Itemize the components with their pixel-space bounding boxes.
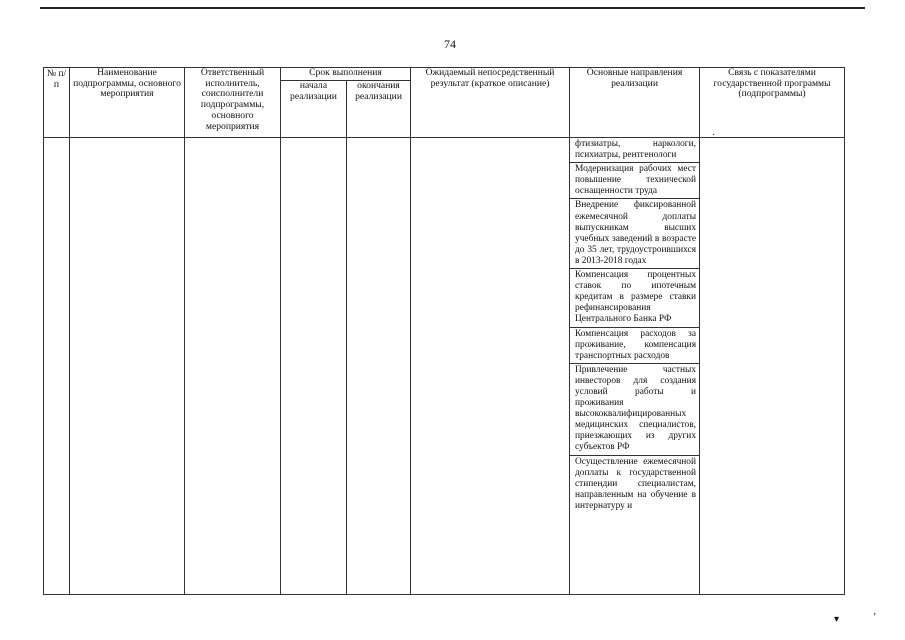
- cell-responsible: [185, 138, 281, 595]
- direction-item: Компенсация процентных ставок по ипотечным кредитам в размере ставки рефинансирования Центрального Банка РФ: [570, 269, 699, 327]
- cell-start: [281, 138, 347, 595]
- cell-link: [700, 138, 845, 595]
- direction-item: Компенсация расходов за проживание, компенсация транспортных расходов: [570, 328, 699, 364]
- stray-mark: ▾: [834, 614, 840, 625]
- cell-num: [44, 138, 70, 595]
- direction-item: фтизиатры, наркологи, психиатры, рентгенологи: [570, 138, 699, 163]
- top-rule: [40, 7, 865, 9]
- direction-item: Осуществление ежемесячной доплаты к государственной стипендии специалистам, направленным на обучение в интернатуру и: [575, 456, 697, 511]
- header-link: Связь с показателями государственной программы (подпрограммы): [700, 68, 845, 138]
- header-num: № п/п: [44, 68, 70, 138]
- header-period: Срок выполнения: [281, 68, 411, 81]
- header-expected: Ожидаемый непосредственный результат (краткое описание): [411, 68, 570, 138]
- stray-mark: ʼ: [873, 612, 877, 623]
- table-row: [44, 138, 845, 595]
- program-table: [43, 67, 845, 595]
- direction-item: Внедрение фиксированной ежемесячной доплаты выпускникам высших учебных заведений в возрасте до 35 лет, трудоустроившихся в 2013-2018 годах: [570, 199, 699, 269]
- cell-expected: [411, 138, 570, 595]
- header-start: начала реализации: [281, 81, 347, 138]
- header-responsible: Ответственный исполнитель, соисполнители подпрограммы, основного мероприятия: [185, 68, 281, 138]
- page-number: 74: [444, 37, 456, 51]
- header-directions: Основные направления реализации: [570, 68, 700, 138]
- header-name: Наименование подпрограммы, основного мероприятия: [70, 68, 185, 138]
- direction-item: Привлечение частных инвесторов для создания условий работы и проживания высококвалифицированных медицинских специалистов, приезжающих из других субъектов РФ: [570, 364, 699, 456]
- header-row: [44, 68, 845, 81]
- cell-directions: [570, 138, 700, 595]
- direction-item: Модернизация рабочих мест повышение технической оснащенности труда: [570, 163, 699, 199]
- stray-dot-mark: ·: [712, 130, 716, 141]
- cell-end: [347, 138, 411, 595]
- cell-name: [70, 138, 185, 595]
- header-end: окончания реализации: [347, 81, 411, 138]
